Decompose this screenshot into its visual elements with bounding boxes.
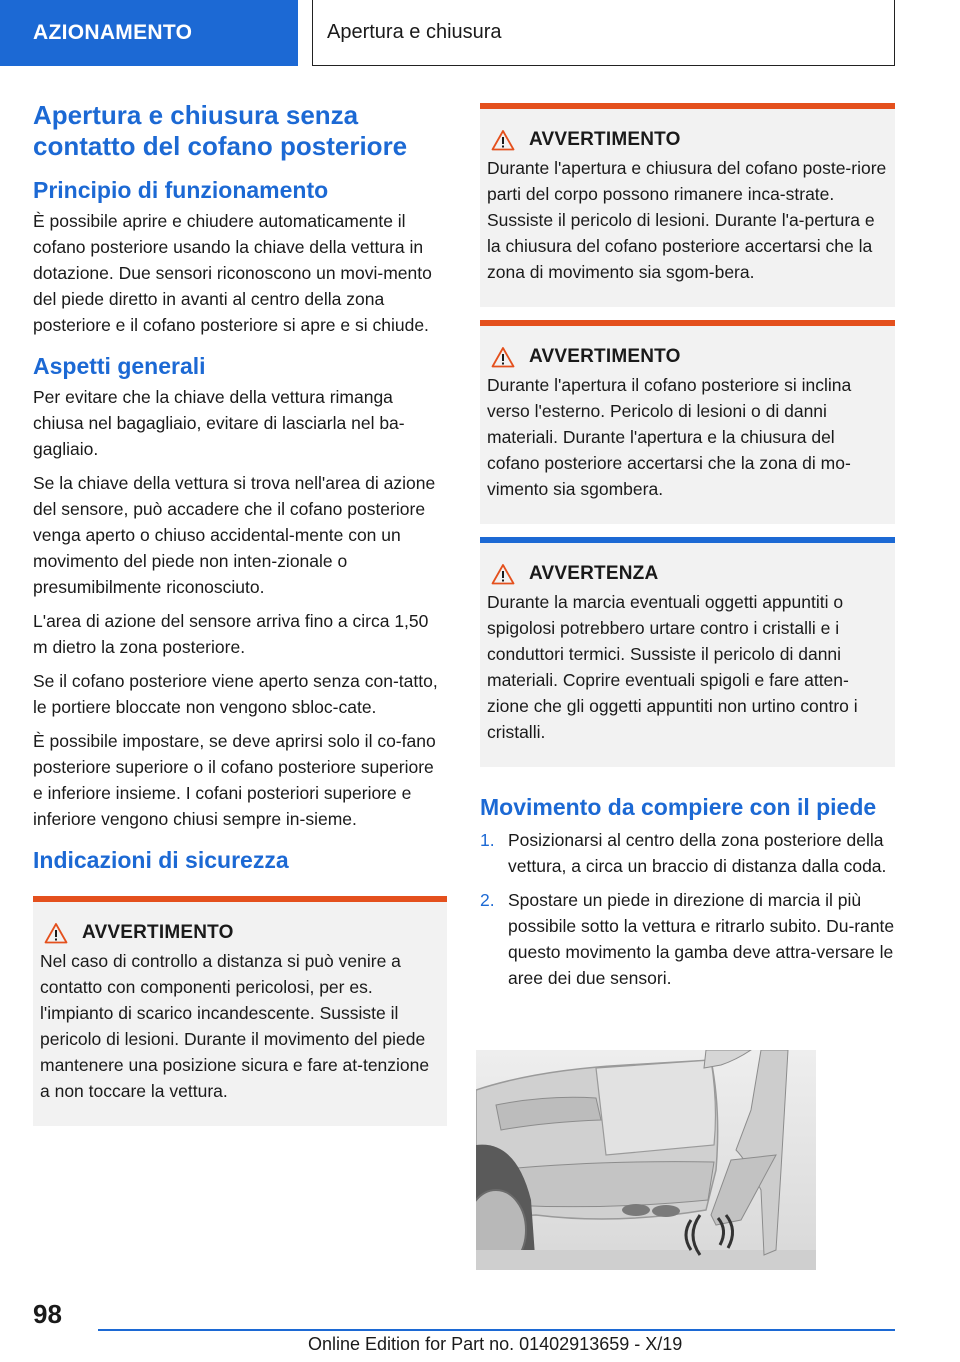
warning-title: AVVERTIMENTO xyxy=(529,346,681,367)
step-text: Posizionarsi al centro della zona posteriore della vettura, a circa un braccio di distanza dalla coda. xyxy=(508,830,887,876)
header-section-tab xyxy=(0,0,298,66)
header-chapter-label: Apertura e chiusura xyxy=(327,21,502,43)
general-paragraph: L'area di azione del sensore arriva fino a circa 1,50 m dietro la zona posteriore. xyxy=(33,611,429,657)
page-title: Apertura e chiusura senza contatto del cofano posteriore xyxy=(33,100,408,161)
warning-triangle-icon xyxy=(491,346,515,368)
warning-triangle-icon xyxy=(491,129,515,151)
warning-box xyxy=(33,896,447,1126)
list-item xyxy=(480,887,895,991)
principle-text: È possibile aprire e chiudere automaticamente il cofano posteriore usando la chiave della vettura in dotazione. Due sensori riconoscono un movi-mento del piede diretto in avanti al centro della zona posteriore e il cofano posteriore si apre e si chiude. xyxy=(33,211,432,335)
notice-title: AVVERTENZA xyxy=(529,563,659,584)
right-column xyxy=(480,103,895,999)
heading-principle: Principio di funzionamento xyxy=(33,177,329,203)
list-item xyxy=(480,827,895,879)
general-paragraph: È possibile impostare, se deve aprirsi solo il co-fano posteriore superiore o il cofano posteriore superiore e inferiore insieme. I cofani posteriori superiore e inferiore vengono chiusi sempre in-sieme. xyxy=(33,731,436,829)
warning-title: AVVERTIMENTO xyxy=(82,922,234,943)
illustration-foot-movement xyxy=(476,1050,816,1270)
warning-text: Durante l'apertura e chiusura del cofano poste-riore parti del corpo possono rimanere inca-strate. Sussiste il pericolo di lesioni. Durante l'a-pertura e la chiusura del cofano posteriore accertarsi che la zona di movimento sia sgom-bera. xyxy=(487,158,887,282)
step-number: 2. xyxy=(480,890,495,910)
notice-box xyxy=(480,537,895,767)
warning-text: Nel caso di controllo a distanza si può venire a contatto con componenti pericolosi, per es. l'impianto di scarico incandescente. Sussiste il pericolo di lesioni. Durante il movimento del piede mantenere una posizione sicura e fare at-tenzione a non toccare la vettura. xyxy=(40,951,430,1101)
page-number: 98 xyxy=(33,1299,62,1329)
heading-movement: Movimento da compiere con il piede xyxy=(480,794,877,820)
left-column xyxy=(33,100,447,1139)
general-paragraph: Se il cofano posteriore viene aperto senza con-tatto, le portiere bloccate non vengono sbloc-cate. xyxy=(33,671,438,717)
step-number: 1. xyxy=(480,830,495,850)
footer-edition: Online Edition for Part no. 01402913659 - X/19 xyxy=(308,1334,683,1354)
steps-list xyxy=(480,827,895,991)
warning-title: AVVERTIMENTO xyxy=(529,129,681,150)
notice-text: Durante la marcia eventuali oggetti appuntiti o spigolosi potrebbero urtare contro i cristalli e i conduttori termici. Sussiste il pericolo di danni materiali. Coprire eventuali spigoli e fare atten-zione che gli oggetti appuntiti non urtino contro i cristalli. xyxy=(487,592,858,742)
header-section-label: AZIONAMENTO xyxy=(33,21,193,44)
warning-box xyxy=(480,320,895,524)
warning-box xyxy=(480,103,895,307)
footer-divider xyxy=(98,1329,895,1331)
heading-safety: Indicazioni di sicurezza xyxy=(33,847,289,873)
warning-text: Durante l'apertura il cofano posteriore si inclina verso l'esterno. Pericolo di lesioni o di danni materiali. Durante l'apertura e la chiusura del cofano posteriore accertarsi che la zona di mo-vimento sia sgombera. xyxy=(487,375,852,499)
notice-triangle-icon xyxy=(491,563,515,585)
heading-general: Aspetti generali xyxy=(33,353,206,379)
warning-triangle-icon xyxy=(44,922,68,944)
step-text: Spostare un piede in direzione di marcia il più possibile sotto la vettura e ritrarlo subito. Du-rante questo movimento la gamba deve attra-versare le aree dei due sensori. xyxy=(508,890,895,988)
general-paragraph: Per evitare che la chiave della vettura rimanga chiusa nel bagagliaio, evitare di lasciarla nel ba-gagliaio. xyxy=(33,387,405,459)
general-paragraph: Se la chiave della vettura si trova nell'area di azione del sensore, può accadere che il cofano posteriore venga aperto o chiuso accidental-mente con un movimento del piede non inten-zionale o presumibilmente riconosciuto. xyxy=(33,473,436,597)
header-chapter xyxy=(312,0,895,66)
car-rear-illustration xyxy=(476,1050,816,1270)
